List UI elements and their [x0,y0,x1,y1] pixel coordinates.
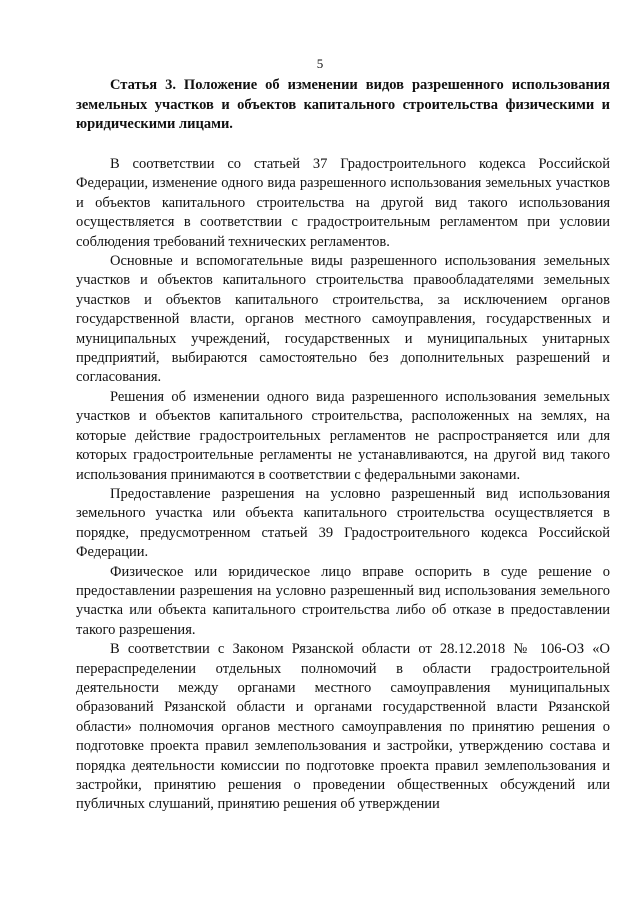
paragraph: В соответствии с Законом Рязанской области от 28.12.2018 № 106-ОЗ «О перераспределении отдельных полномочий в области градостроительной деятельности между органами местного самоуправления муниципальных образований Рязанской области и органами государственной власти Рязанской области» полномочия органов местного самоуправления по принятию решения о подготовке проекта правил землепользования и застройки, утверждению состава и порядка деятельности комиссии по подготовке проекта правил землепользования и застройки, принятию решения о проведении общественных обсуждений или публичных слушаний, принятию решения об утверждении [76,641,610,813]
paragraph: Физическое или юридическое лицо вправе оспорить в суде решение о предоставлении разрешения на условно разрешенный вид использования земельного участка или объекта капитального строительства либо об отказе в предоставлении такого разрешения. [76,563,610,638]
paragraph: Основные и вспомогательные виды разрешенного использования земельных участков и объектов капитального строительства правообладателями земельных участков и объектов капитального строительства, за исключением органов государственной власти, органов местного самоуправления, государственных и муниципальных учреждений, государственных и муниципальных унитарных предприятий, выбираются самостоятельно без дополнительных разрешений и согласования. [76,253,610,386]
article-body [76,155,610,815]
article-heading: Статья 3. Положение об изменении видов разрешенного использования земельных участков и объектов капитального строительства физическими и юридическими лицами. [76,77,610,132]
paragraph: В соответствии со статьей 37 Градостроительного кодекса Российской Федерации, изменение одного вида разрешенного использования земельных участков и объектов капитального строительства на другой вид такого использования осуществляется в соответствии с градостроительным регламентом при условии соблюдения требований технических регламентов. [76,156,610,250]
paragraph: Решения об изменении одного вида разрешенного использования земельных участков и объектов капитального строительства, расположенных на землях, на которые действие градостроительных регламентов не распространяется или для которых градостроительные регламенты не устанавливаются, на другой вид такого использования принимаются в соответствии с федеральными законами. [76,388,610,483]
paragraph: Предоставление разрешения на условно разрешенный вид использования земельного участка или объекта капитального строительства осуществляется в порядке, предусмотренном статьей 39 Градостроительного кодекса Российской Федерации. [76,485,610,561]
page-number: 5 [316,56,324,71]
